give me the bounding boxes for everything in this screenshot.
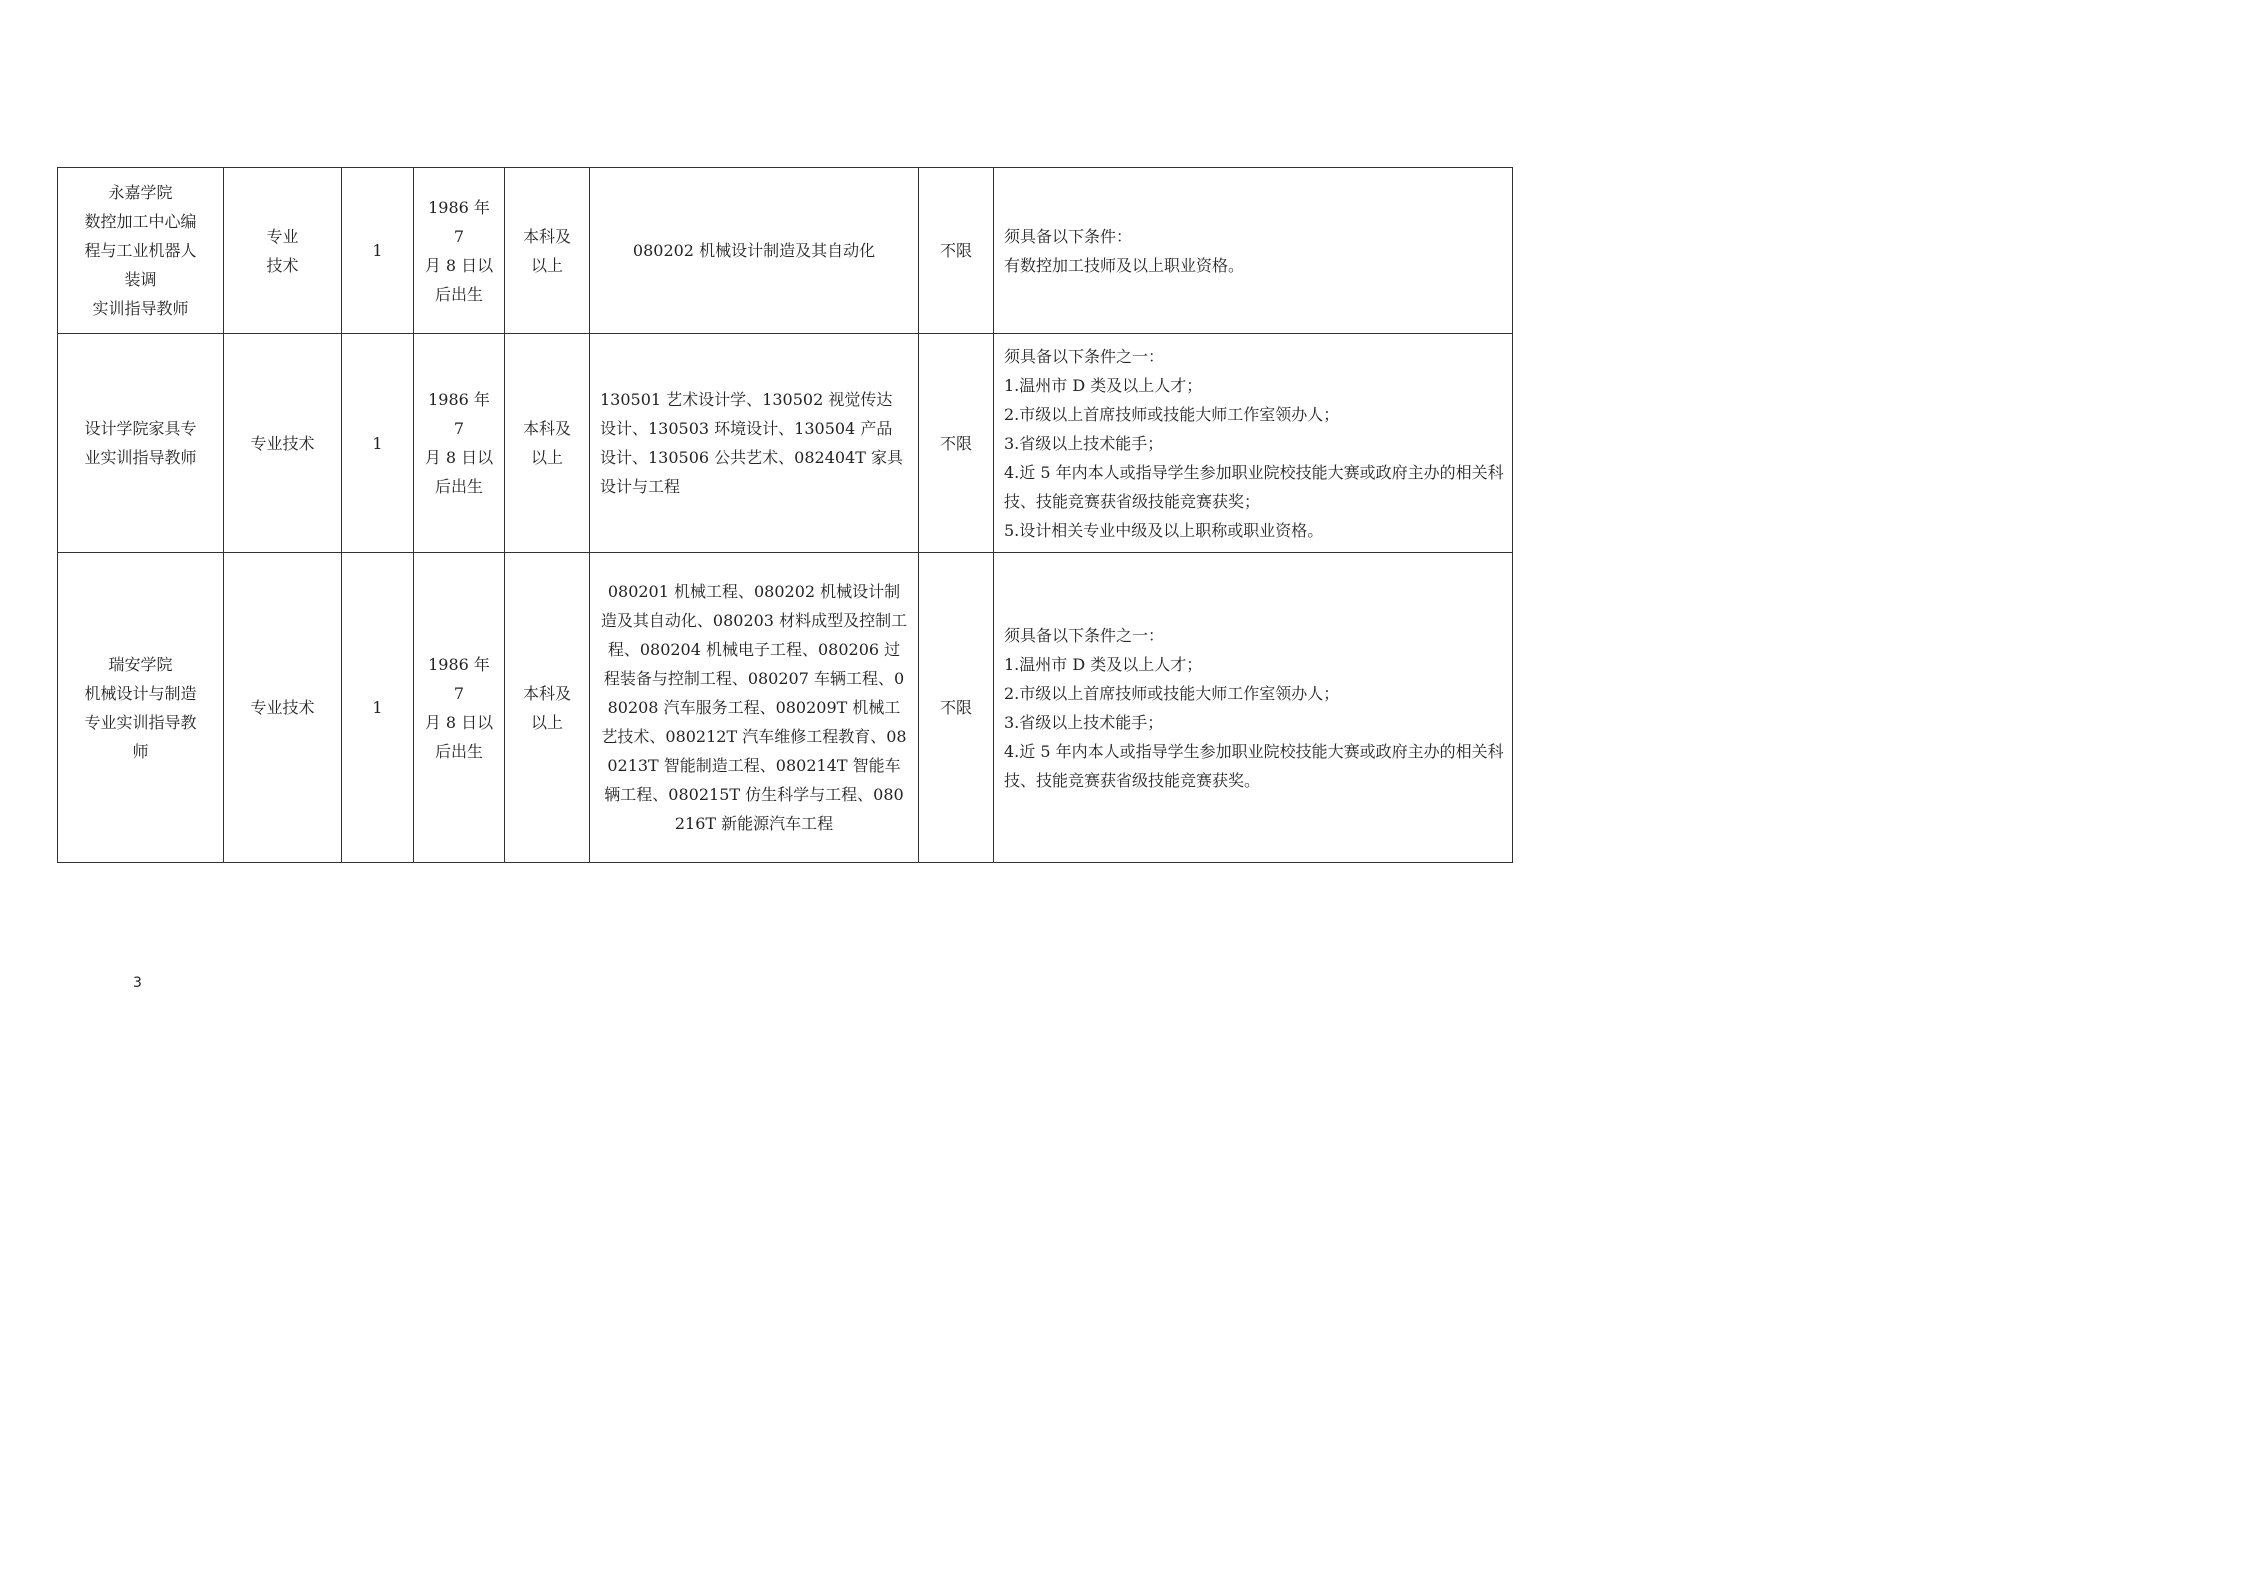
category-cell: 专业 技术 [224, 168, 342, 334]
requirements-cell: 须具备以下条件之一： 1.温州市 D 类及以上人才； 2.市级以上首席技师或技能大师工作室领办人； 3.省级以上技术能手； 4.近 5 年内本人或指导学生参加职业院校技能大赛或政府主办的相关科技、技能竞赛获省级技能竞赛获奖； 5.设计相关专业中级及以上职称或职业资格。 [994, 334, 1513, 553]
education-cell: 本科及 以上 [505, 168, 590, 334]
major-cell: 130501 艺术设计学、130502 视觉传达设计、130503 环境设计、130504 产品设计、130506 公共艺术、082404T 家具设计与工程 [590, 334, 919, 553]
other-cell: 不限 [919, 553, 994, 863]
major-cell: 080202 机械设计制造及其自动化 [590, 168, 919, 334]
count-cell: 1 [342, 168, 414, 334]
other-cell: 不限 [919, 334, 994, 553]
position-cell: 瑞安学院 机械设计与制造 专业实训指导教 师 [58, 553, 224, 863]
table-row [58, 553, 1513, 863]
category-cell: 专业技术 [224, 553, 342, 863]
table-row [58, 168, 1513, 334]
category-cell: 专业技术 [224, 334, 342, 553]
position-cell: 永嘉学院 数控加工中心编 程与工业机器人 装调 实训指导教师 [58, 168, 224, 334]
other-cell: 不限 [919, 168, 994, 334]
position-cell: 设计学院家具专 业实训指导教师 [58, 334, 224, 553]
page-number: 3 [133, 975, 142, 991]
education-cell: 本科及 以上 [505, 334, 590, 553]
requirements-cell: 须具备以下条件之一： 1.温州市 D 类及以上人才； 2.市级以上首席技师或技能大师工作室领办人； 3.省级以上技术能手； 4.近 5 年内本人或指导学生参加职业院校技能大赛或政府主办的相关科技、技能竞赛获省级技能竞赛获奖。 [994, 553, 1513, 863]
age-cell: 1986 年 7 月 8 日以 后出生 [414, 168, 505, 334]
count-cell: 1 [342, 334, 414, 553]
count-cell: 1 [342, 553, 414, 863]
age-cell: 1986 年 7 月 8 日以 后出生 [414, 334, 505, 553]
age-cell: 1986 年 7 月 8 日以 后出生 [414, 553, 505, 863]
major-cell: 080201 机械工程、080202 机械设计制造及其自动化、080203 材料成型及控制工程、080204 机械电子工程、080206 过程装备与控制工程、080207 车辆工程、080208 汽车服务工程、080209T 机械工艺技术、080212T 汽车维修工程教育、080213T 智能制造工程、080214T 智能车辆工程、080215T 仿生科学与工程、080216T 新能源汽车工程 [590, 553, 919, 863]
recruitment-table [57, 167, 1513, 863]
education-cell: 本科及 以上 [505, 553, 590, 863]
requirements-cell: 须具备以下条件： 有数控加工技师及以上职业资格。 [994, 168, 1513, 334]
table-row [58, 334, 1513, 553]
